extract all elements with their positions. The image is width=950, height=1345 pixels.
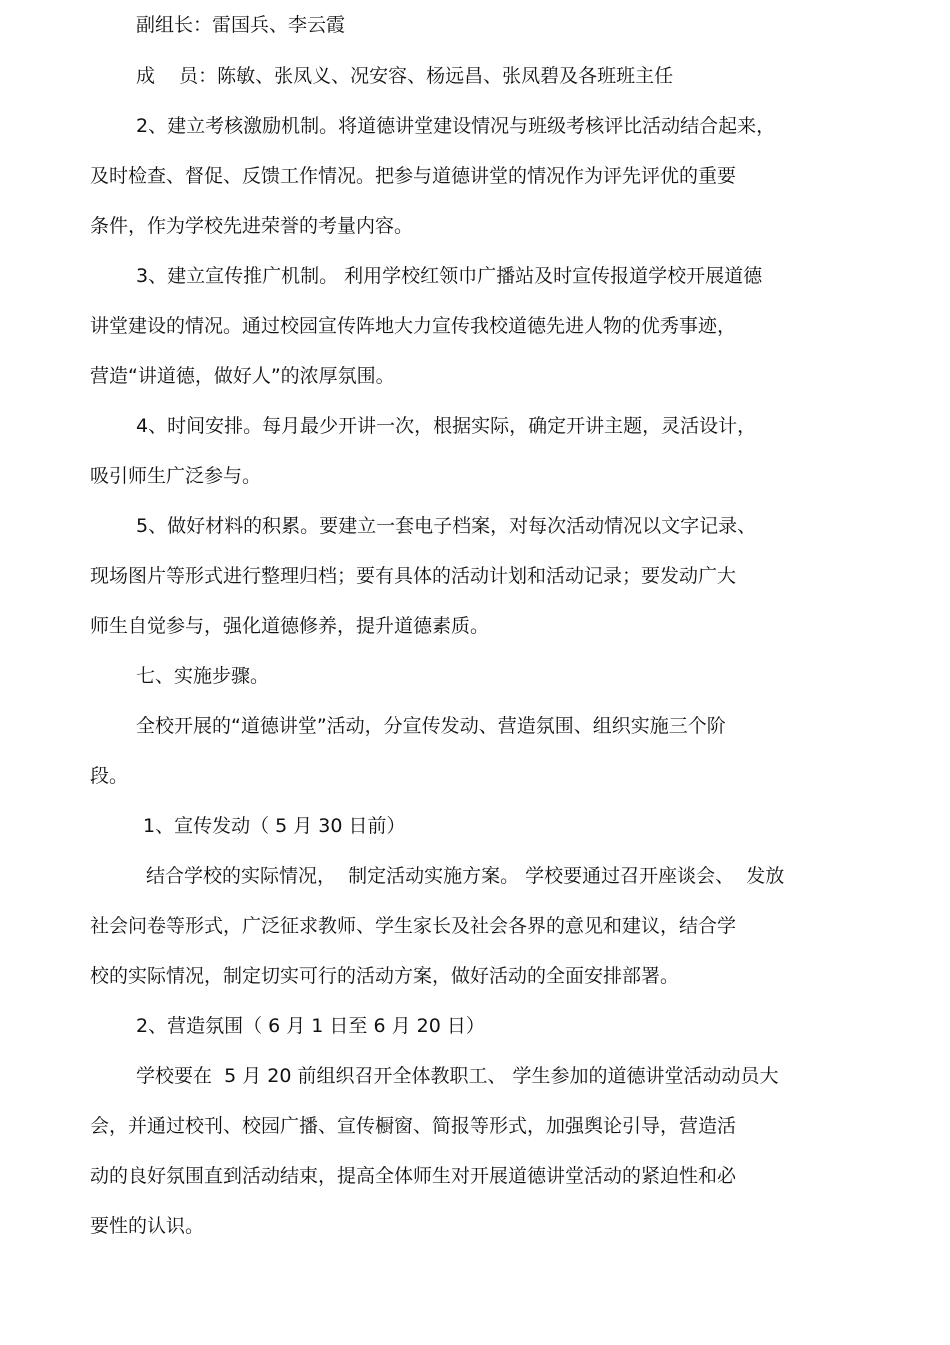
- text-line: 校的实际情况，制定切实可行的活动方案，做好活动的全面安排部署。: [90, 965, 680, 987]
- text-line: 段。: [90, 765, 129, 787]
- text-line: 及时检查、督促、反馈工作情况。把参与道德讲堂的情况作为评先评优的重要: [90, 165, 737, 187]
- subsection-heading: 2、营造氛围（ 6 月 1 日至 6 月 20 日）: [136, 1015, 485, 1037]
- text-line: 社会问卷等形式，广泛征求教师、学生家长及社会各界的意见和建议，结合学: [90, 915, 737, 937]
- text-line: 副组长：雷国兵、李云霞: [136, 14, 346, 36]
- text-line: 学校要在 5 月 20 前组织召开全体教职工、 学生参加的道德讲堂活动动员大: [136, 1065, 779, 1087]
- text-line: 成 员：陈敏、张凤义、况安容、杨远昌、张凤碧及各班班主任: [136, 65, 674, 87]
- text-line: 讲堂建设的情况。通过校园宣传阵地大力宣传我校道德先进人物的优秀事迹，: [90, 315, 737, 337]
- text-line: 3、建立宣传推广机制。 利用学校红领巾广播站及时宣传报道学校开展道德: [136, 265, 763, 287]
- subsection-heading: 1、宣传发动（ 5 月 30 日前）: [143, 815, 406, 837]
- text-line: 2、建立考核激励机制。将道德讲堂建设情况与班级考核评比活动结合起来，: [136, 115, 776, 137]
- text-line: 条件，作为学校先进荣誉的考量内容。: [90, 215, 414, 237]
- text-line: 全校开展的“道德讲堂”活动，分宣传发动、营造氛围、组织实施三个阶: [136, 715, 726, 737]
- text-line: 结合学校的实际情况， 制定活动实施方案。 学校要通过召开座谈会、 发放: [146, 865, 785, 887]
- text-line: 5、做好材料的积累。要建立一套电子档案，对每次活动情况以文字记录、: [136, 515, 757, 537]
- text-line: 要性的认识。: [90, 1215, 205, 1237]
- text-line: 吸引师生广泛参与。: [90, 465, 262, 487]
- text-line: 会，并通过校刊、校园广播、宣传橱窗、简报等形式，加强舆论引导，营造活: [90, 1115, 737, 1137]
- text-line: 现场图片等形式进行整理归档；要有具体的活动计划和活动记录；要发动广大: [90, 565, 737, 587]
- text-line: 4、时间安排。每月最少开讲一次，根据实际，确定开讲主题，灵活设计，: [136, 415, 757, 437]
- text-line: 师生自觉参与，强化道德修养，提升道德素质。: [90, 615, 490, 637]
- text-line: 营造“讲道德，做好人”的浓厚氛围。: [90, 365, 395, 387]
- text-line: 动的良好氛围直到活动结束，提高全体师生对开展道德讲堂活动的紧迫性和必: [90, 1165, 737, 1187]
- section-heading: 七、实施步骤。: [136, 665, 270, 687]
